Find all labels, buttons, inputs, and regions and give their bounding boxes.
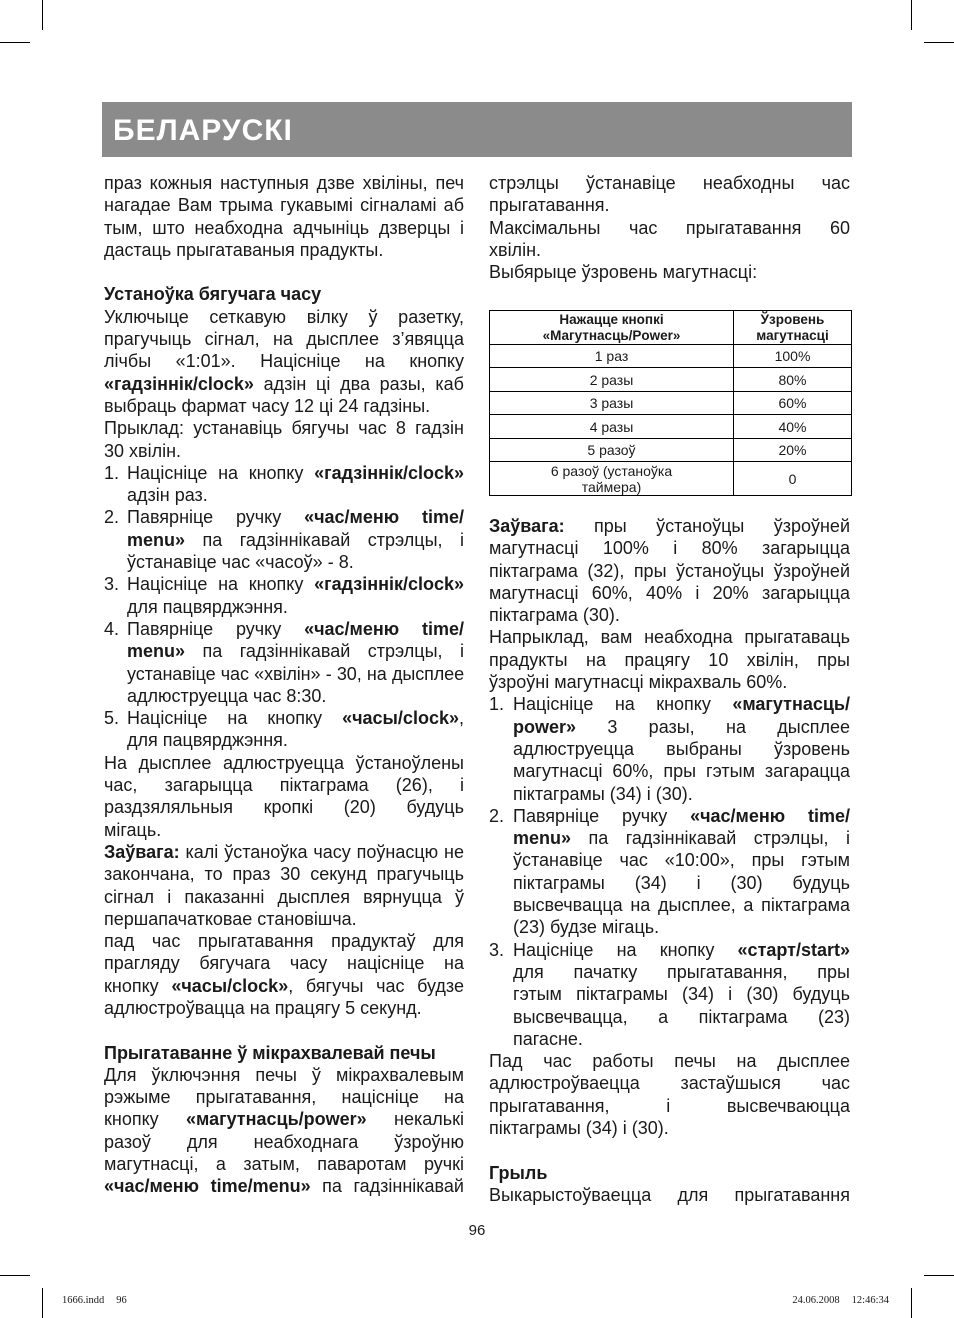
right-text-column-bottom (489, 515, 850, 1206)
text-segment: Націсніце на кнопку (127, 708, 343, 729)
text-line: высвечвацца, а піктаграма (23) (513, 1006, 850, 1027)
text-line: Выбярыце ўзровень магутнасці: (489, 262, 758, 283)
text-line (513, 827, 850, 849)
footer-date: 24.06.2008 (792, 1295, 840, 1306)
footer-file-name: 1666.indd (62, 1295, 105, 1306)
language-section-title: БЕЛАРУСКІ (113, 114, 293, 147)
table-header-button-presses (490, 311, 734, 345)
text-line: лічбы «1:01». Націсніце на кнопку (104, 351, 464, 372)
text-line: адлюструецца выбраны ўзровень (513, 738, 850, 759)
text-line: пад час прыгатавання прадуктаў для (104, 931, 464, 952)
header-line: «Магутнасць/Power» (542, 327, 681, 343)
text-line (127, 529, 464, 551)
page-number: 96 (468, 1222, 486, 1239)
text-segment: пры ўстаноўцы ўзроўней (564, 516, 850, 536)
text-line (127, 707, 464, 729)
bold-text: «гадзіннік/clock» (314, 574, 464, 595)
crop-mark-top-left-vertical (42, 0, 43, 30)
text-segment: па гадзіннікавай (310, 1176, 464, 1197)
text-segment: Павярніце ручку (513, 805, 691, 826)
text-line: адлюстроўвацца на працягу 5 секунд. (104, 997, 422, 1018)
table-header-power-level (734, 311, 852, 345)
list-number: 3. (489, 939, 505, 960)
paragraph (489, 261, 850, 283)
text-line: 30 хвілін. (104, 440, 182, 461)
text-line (104, 1108, 464, 1130)
text-line: Выкарыстоўваецца для прыгатавання (489, 1184, 850, 1205)
list-item (104, 707, 464, 752)
text-line: стрэлцы ўстанавіце неабходны час (489, 173, 850, 193)
text-line: закончана, то праз 30 секунд прагучыць (104, 864, 464, 885)
list-number: 3. (104, 574, 120, 595)
text-line: Уключыце сеткавую вілку ў разетку, (104, 306, 464, 327)
text-line: тым, што неабходна адчыніць дзверцы і (104, 217, 464, 238)
list-item (489, 939, 850, 1050)
footer-time: 12:46:34 (851, 1295, 889, 1306)
text-line: прагучыць сігнал, на дысплее з’явяцца (104, 329, 464, 350)
bold-text: «час/меню time/menu» (104, 1176, 311, 1197)
text-line: для пацвярджэння. (127, 730, 288, 751)
list-item (489, 693, 850, 804)
text-segment: адзін ці два разы, каб (253, 373, 464, 394)
list-number: 2. (489, 805, 505, 826)
text-line: ўстанавіце час «часоў» - 8. (127, 552, 354, 573)
crop-mark-bottom-right-vertical (911, 1288, 912, 1318)
text-line: адлюстроўваецца застаўшыся час (489, 1073, 850, 1094)
text-line: магутнасці 100% і 80% загарыцца (489, 538, 850, 559)
blank-line (104, 1019, 464, 1041)
cell-line: 6 разоў (устаноўка (550, 462, 673, 479)
language-section-bar (102, 102, 852, 157)
text-line: сігнал і паказанні дысплея вярнуцца ў (104, 886, 464, 907)
text-line: для пачатку прыгатавання, пры (513, 961, 850, 982)
text-line: ўстанавіце час «10:00», пры гэтым (513, 850, 850, 871)
text-line: піктаграма (32), пры ўстаноўцы ўзроўней (489, 560, 850, 581)
text-segment: Націсніце на кнопку (513, 694, 733, 715)
text-segment: Націсніце на кнопку (127, 462, 315, 483)
table-row (490, 439, 852, 462)
text-line: Пад час работы печы на дысплее (489, 1051, 850, 1072)
list-item (104, 618, 464, 707)
paragraph (489, 1184, 850, 1206)
list-number: 1. (104, 462, 120, 483)
text-line: Для ўключэння печы ў мікрахвалевым (104, 1064, 464, 1085)
text-line: адзін раз. (127, 485, 208, 506)
text-line (513, 939, 850, 961)
crop-mark-top-right-vertical (911, 0, 912, 30)
right-text-column-top (489, 172, 850, 283)
list-item (489, 805, 850, 939)
table-cell-presses: 5 разоў (490, 439, 734, 462)
text-line (127, 506, 464, 528)
text-line: для пацвярджэння. (127, 596, 288, 617)
text-line: ўзроўні магутнасці мікрахваль 60%. (489, 672, 788, 693)
cell-line: таймера) (581, 478, 642, 495)
section-heading: Прыгатаванне ў мікрахвалевай печы (104, 1042, 436, 1063)
paragraph (489, 515, 850, 626)
text-line: адлюструецца час 8:30. (127, 685, 327, 706)
text-line: мігаць. (104, 819, 162, 840)
text-line (127, 462, 464, 484)
table-cell-presses: 3 разы (490, 392, 734, 415)
text-line: высвечвацца на дысплее, а піктаграма (513, 895, 850, 916)
text-line: піктаграма (30). (489, 605, 620, 626)
text-line (513, 716, 850, 738)
list-number: 1. (489, 694, 505, 715)
text-line (127, 640, 464, 662)
print-footer-timestamp (792, 1294, 889, 1308)
text-line: піктаграмы (34) і (30). (489, 1118, 669, 1139)
text-line (104, 373, 464, 395)
table-cell-power: 40% (734, 415, 852, 439)
bold-text: «гадзіннік/clock» (104, 373, 254, 394)
text-line: раздзяляльныя кропкі (20) будуць (104, 797, 464, 818)
paragraph (104, 417, 464, 462)
table-cell-power: 100% (734, 345, 852, 368)
text-line: хвілін. (489, 239, 542, 260)
bold-text: «часы/clock» (342, 708, 459, 729)
text-line: дастаць прыгатаваныя прадукты. (104, 239, 384, 260)
header-line: Ўзровень (760, 311, 825, 327)
header-line: магутнасці (756, 327, 829, 343)
blank-line (104, 261, 464, 283)
bold-text: «старт/start» (737, 939, 850, 960)
header-line: Нажацце кнопкі (559, 311, 664, 327)
text-line (104, 841, 464, 863)
text-line: піктаграмы (34) і (30). (513, 783, 693, 804)
crop-mark-bottom-left-horizontal (0, 1275, 30, 1276)
bold-text: menu» (513, 828, 572, 849)
text-segment: , бягучы час будзе (288, 975, 464, 996)
table-cell-presses: 1 раз (490, 345, 734, 368)
list-item (104, 462, 464, 507)
text-segment: , (458, 708, 464, 729)
paragraph (104, 930, 464, 1019)
table-cell-presses (490, 462, 734, 496)
paragraph (104, 841, 464, 930)
text-line (104, 1175, 464, 1197)
paragraph (489, 626, 850, 693)
text-segment: Павярніце ручку (127, 618, 305, 639)
text-line: пагасне. (513, 1028, 583, 1049)
text-line (127, 618, 464, 640)
text-segment: Павярніце ручку (127, 507, 305, 528)
table-cell-presses: 2 разы (490, 368, 734, 392)
text-line: магутнасці 60%, пры гэтым загарацца (513, 761, 850, 782)
left-text-column (104, 172, 464, 1198)
bold-text: «магутнасць/ (732, 694, 850, 715)
text-line: Прыклад: устанавіць бягучы час 8 гадзін (104, 418, 464, 439)
list-number: 5. (104, 708, 120, 729)
list-number: 4. (104, 618, 120, 639)
crop-mark-bottom-right-horizontal (924, 1275, 954, 1276)
table-row (490, 462, 852, 496)
paragraph (104, 752, 464, 841)
bold-text: Заўвага: (104, 841, 180, 862)
text-line: разоў для неабходнага ўзроўню (104, 1131, 464, 1152)
text-line: прагляду бягучага часу націсніце на (104, 953, 464, 974)
bold-text: menu» (127, 529, 186, 550)
list-item (104, 506, 464, 573)
bold-text: «гадзіннік/clock» (314, 462, 464, 483)
text-line: (23) будзе мігаць. (513, 917, 660, 938)
text-line (489, 515, 850, 537)
paragraph (489, 172, 850, 217)
text-line: гэтым піктаграмы (34) і (30) будуць (513, 984, 850, 1005)
bold-text: «часы/clock» (171, 975, 289, 996)
text-segment: калі ўстаноўка часу поўнасцю не (179, 841, 464, 862)
crop-mark-bottom-left-vertical (42, 1288, 43, 1318)
text-line: рэжыме прыгатавання, націсніце на (104, 1087, 464, 1108)
section-heading: Грыль (489, 1162, 548, 1183)
bold-text: «час/меню time/ (690, 805, 850, 826)
text-line (104, 975, 464, 997)
section-heading: Устаноўка бягучага часу (104, 284, 322, 305)
text-line: магутнасці 60%, 40% і 20% загарыцца (489, 582, 850, 603)
text-line: Максімальны час прыгатавання 60 (489, 217, 850, 238)
bold-text: Заўвага: (489, 516, 565, 536)
table-cell-power: 60% (734, 392, 852, 415)
text-line: нагадае Вам трыма гукавымі сігналамі аб (104, 195, 464, 216)
text-segment: кнопку (104, 975, 172, 996)
text-line: выбраць фармат часу 12 ці 24 гадзіны. (104, 395, 431, 416)
text-segment: Націсніце на кнопку (127, 574, 315, 595)
table-row (490, 415, 852, 439)
table-cell-power: 20% (734, 439, 852, 462)
paragraph (104, 1064, 464, 1198)
text-line: піктаграмы (34) і (30) будуць (513, 872, 850, 893)
text-line: На дысплее адлюструецца ўстаноўлены (104, 752, 464, 773)
bold-text: menu» (127, 641, 186, 662)
paragraph (489, 217, 850, 262)
crop-mark-top-left-horizontal (0, 42, 30, 43)
table-row (490, 368, 852, 392)
list-number: 2. (104, 507, 120, 528)
bold-text: «час/меню time/ (304, 507, 464, 528)
text-line: першапачатковае становішча. (104, 908, 357, 929)
text-line: прыгатавання. (489, 195, 610, 216)
paragraph (104, 306, 464, 417)
bold-text: «час/меню time/ (304, 618, 464, 639)
table-cell-presses: 4 разы (490, 415, 734, 439)
text-line: прадукты на працягу 10 хвілін, пры (489, 649, 850, 670)
table-cell-power: 0 (734, 462, 852, 496)
text-segment: 3 разы, на дысплее (576, 716, 850, 737)
text-segment: па гадзіннікавай стрэлцы, і (571, 828, 850, 849)
text-segment: кнопку (104, 1109, 186, 1130)
text-line (513, 693, 850, 715)
list-item (104, 573, 464, 618)
table-row (490, 345, 852, 368)
bold-text: power» (513, 716, 577, 737)
text-segment: Націсніце на кнопку (513, 939, 738, 960)
text-line: час, загарыцца піктаграма (26), і (104, 775, 464, 796)
footer-page: 96 (116, 1295, 127, 1306)
bold-text: «магутнасць/power» (185, 1109, 367, 1130)
paragraph (104, 172, 464, 261)
print-footer-file (62, 1294, 127, 1308)
table-row (490, 392, 852, 415)
text-line (127, 573, 464, 595)
table-cell-power: 80% (734, 368, 852, 392)
power-level-table (489, 310, 852, 496)
text-line: устанавіце час «хвілін» - 30, на дысплее (127, 663, 464, 684)
crop-mark-top-right-horizontal (924, 42, 954, 43)
paragraph (489, 1050, 850, 1139)
text-segment: некалькі (366, 1109, 464, 1130)
blank-line (489, 1139, 850, 1161)
text-line: прыгатавання, і высвечваюцца (489, 1095, 850, 1116)
text-segment: па гадзіннікавай стрэлцы, і (185, 641, 464, 662)
text-segment: па гадзіннікавай стрэлцы, і (185, 529, 464, 550)
text-line: Напрыклад, вам неабходна прыгатаваць (489, 627, 850, 648)
text-line: магутнасці, а затым, паваротам ручкі (104, 1154, 464, 1175)
table-header-row (490, 311, 852, 345)
text-line (513, 805, 850, 827)
text-line: праз кожныя наступныя дзве хвіліны, печ (104, 173, 464, 193)
